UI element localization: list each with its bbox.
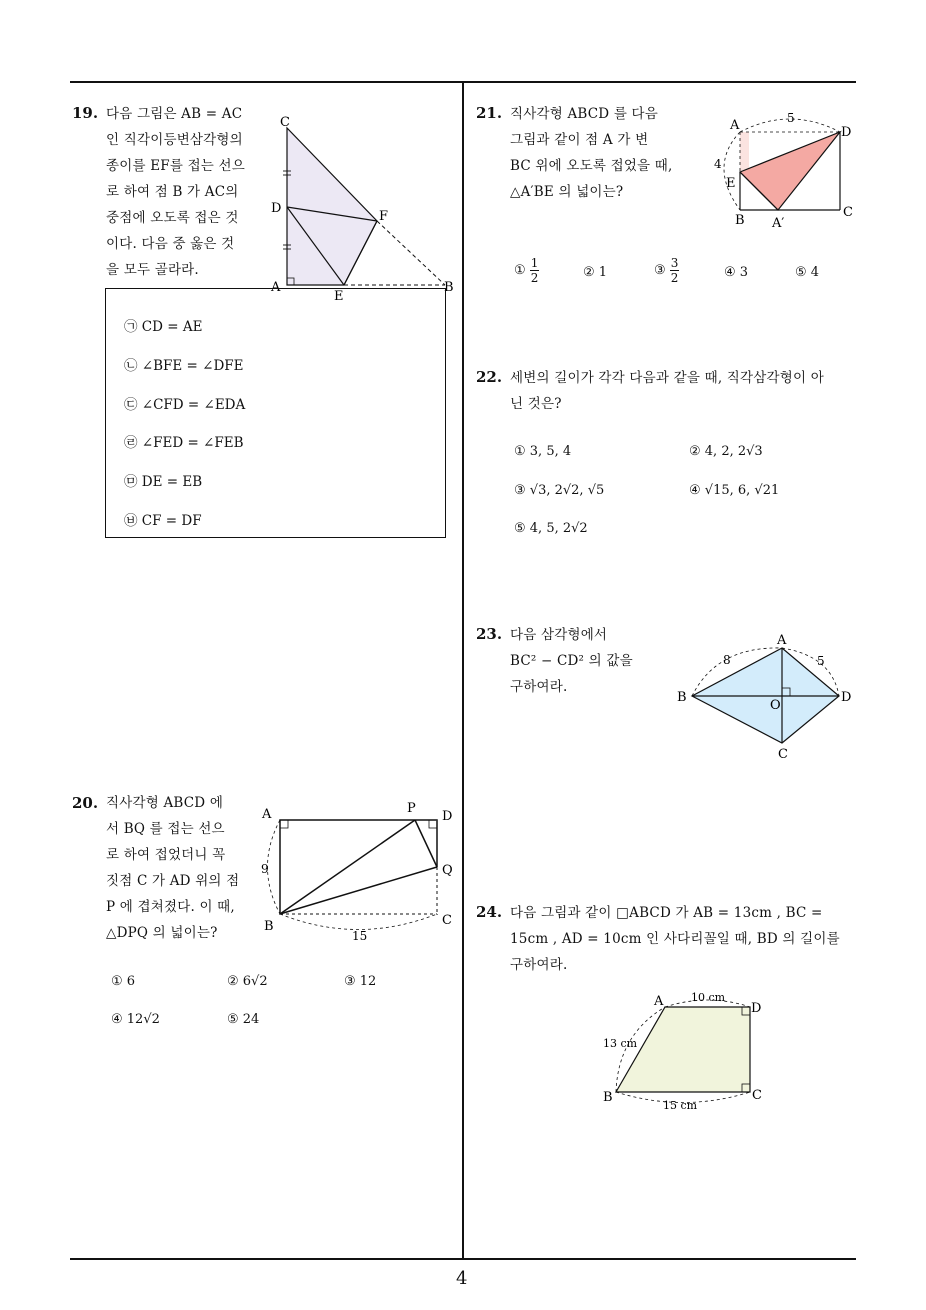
q19-line: 로 하여 점 B 가 AC의 (106, 184, 239, 200)
q21-label-five: 5 (787, 111, 795, 125)
q21-line: BC 위에 오도록 접었을 때, (510, 158, 673, 174)
q21-text (510, 101, 700, 205)
q22-line: 닌 것은? (510, 396, 562, 412)
q19-line: 을 모두 골라라. (106, 262, 199, 278)
q19-figure (262, 108, 462, 303)
q19-number: 19. (72, 104, 99, 122)
q19-choice: ㉥ CF = DF (124, 513, 202, 529)
q21-label-c: C (843, 205, 853, 220)
q19-label-d: D (271, 201, 282, 216)
q20-label-q: Q (442, 863, 453, 878)
q22-option[interactable]: ① 3, 5, 4 (514, 444, 572, 459)
q20-option[interactable]: ① 6 (111, 974, 136, 989)
q21-label-a: A (730, 118, 740, 133)
q20-line: 서 BQ 를 접는 선으 (106, 821, 225, 837)
q24-label-c: C (752, 1088, 762, 1103)
q21-line: 그림과 같이 점 A 가 변 (510, 132, 649, 148)
q24-line: 다음 그림과 같이 □ABCD 가 AB = 13cm , BC = (510, 905, 823, 921)
q19-label-a: A (271, 280, 281, 295)
q24-label-bc-length: 15 cm (663, 1099, 698, 1112)
q20-line: 로 하여 접었더니 꼭 (106, 847, 226, 863)
q21-option-label: ① (514, 263, 526, 278)
q23-label-five: 5 (817, 654, 825, 668)
q24-label-a: A (654, 994, 664, 1009)
column-divider (462, 81, 464, 1259)
q22-option[interactable]: ③ √3, 2√2, √5 (514, 483, 605, 498)
q20-right-angle-mark (280, 820, 288, 828)
q19-line: 이다. 다음 중 옳은 것 (106, 236, 235, 252)
q20-arc-fifteen (280, 914, 437, 930)
q23-label-d: D (841, 690, 852, 705)
q20-line: 직사각형 ABCD 에 (106, 795, 224, 811)
q22-number: 22. (476, 368, 503, 386)
q20-option[interactable]: ③ 12 (344, 974, 377, 989)
q23-label-b: B (677, 690, 687, 705)
q24-number: 24. (476, 903, 503, 921)
q19-label-b: B (444, 280, 454, 295)
q24-label-b: B (603, 1090, 613, 1105)
q21-option[interactable] (514, 256, 539, 285)
q19-line: 중점에 오도록 접은 것 (106, 210, 239, 226)
q23-line: 다음 삼각형에서 (510, 627, 608, 643)
q22-line: 세변의 길이가 각각 다음과 같을 때, 직각삼각형이 아 (510, 370, 824, 386)
q19-line: 인 직각이등변삼각형의 (106, 132, 243, 148)
q20-label-d: D (442, 809, 453, 824)
q20-right-angle-mark (429, 820, 437, 828)
q19-choice: ㉤ DE = EB (124, 474, 203, 490)
q20-option[interactable]: ② 6√2 (227, 974, 268, 989)
q24-label-d: D (751, 1001, 762, 1016)
q21-line: 직사각형 ABCD 를 다음 (510, 106, 659, 122)
q21-number: 21. (476, 104, 503, 122)
q19-line: 종이를 EF를 접는 선으 (106, 158, 246, 174)
q20-segment-bp (280, 820, 415, 914)
q23-label-a: A (777, 633, 787, 648)
q21-line: △A′BE 의 넓이는? (510, 184, 624, 200)
q21-option[interactable]: ② 1 (583, 265, 608, 280)
q20-segment-bq (280, 867, 437, 914)
q23-figure (672, 628, 857, 763)
q20-option[interactable]: ④ 12√2 (111, 1012, 160, 1027)
q21-label-b: B (735, 213, 745, 228)
q22-option[interactable]: ② 4, 2, 2√3 (689, 444, 763, 459)
q19-dashed-fb (377, 221, 445, 285)
q21-arc-four (724, 132, 740, 210)
q20-text (106, 790, 251, 946)
q19-choice: ㉣ ∠FED = ∠FEB (124, 435, 244, 451)
q19-label-e: E (334, 289, 344, 303)
q22-option[interactable]: ⑤ 4, 5, 2√2 (514, 521, 588, 536)
page-number: 4 (456, 1268, 468, 1289)
q21-label-four: 4 (714, 157, 722, 171)
q23-label-o: O (770, 698, 781, 713)
q21-fraction (670, 256, 680, 285)
q20-label-nine: 9 (261, 862, 269, 876)
q24-figure (598, 985, 773, 1115)
q22-text (510, 365, 860, 417)
q21-frac-denominator: 2 (530, 271, 539, 285)
q20-label-p: P (407, 801, 416, 816)
q19-label-f: F (379, 209, 389, 224)
q21-figure (708, 106, 858, 231)
q21-label-d: D (841, 125, 852, 140)
q20-line: 짓점 C 가 AD 위의 점 (106, 873, 240, 889)
q19-choice: ㉢ ∠CFD = ∠EDA (124, 397, 246, 413)
q21-option[interactable] (654, 256, 679, 285)
q20-label-fifteen: 15 (352, 929, 368, 943)
q19-choice: ㉡ ∠BFE = ∠DFE (124, 358, 244, 374)
q20-segment-pq (415, 820, 437, 867)
q23-number: 23. (476, 625, 503, 643)
q24-text (510, 900, 860, 978)
q21-frac-numerator: 3 (670, 256, 679, 270)
q19-label-c: C (280, 115, 290, 130)
q20-line: P 에 겹쳐졌다. 이 때, (106, 899, 235, 915)
q24-label-ad-length: 10 cm (691, 991, 726, 1004)
q22-option[interactable]: ④ √15, 6, √21 (689, 483, 780, 498)
q20-figure (255, 795, 460, 950)
q21-fold-flap (740, 132, 749, 172)
q20-rectangle (280, 820, 437, 914)
q20-label-c: C (442, 913, 452, 928)
q24-label-ab-length: 13 cm (603, 1037, 638, 1050)
q21-frac-denominator: 2 (670, 271, 679, 285)
q21-frac-numerator: 1 (530, 256, 539, 270)
q20-number: 20. (72, 794, 99, 812)
q21-option[interactable]: ⑤ 4 (795, 265, 820, 280)
bottom-rule (70, 1258, 856, 1260)
q20-option[interactable]: ⑤ 24 (227, 1012, 260, 1027)
q23-line: BC² − CD² 의 값을 (510, 653, 633, 669)
q21-option[interactable]: ④ 3 (724, 265, 749, 280)
q23-text (510, 622, 670, 700)
q19-text (106, 101, 258, 283)
q24-line: 구하여라. (510, 957, 568, 973)
q19-line: 다음 그림은 AB = AC (106, 106, 243, 122)
q20-arc-nine (268, 820, 281, 914)
q23-label-c: C (778, 747, 788, 762)
q21-label-a-prime: A′ (772, 216, 785, 231)
q19-choice: ㉠ CD = AE (124, 319, 203, 335)
q20-label-b: B (264, 919, 274, 934)
q23-label-eight: 8 (723, 653, 731, 667)
q23-line: 구하여라. (510, 679, 568, 695)
q21-label-e: E (726, 176, 736, 191)
q20-label-a: A (262, 807, 272, 822)
q21-folded-triangle (740, 132, 840, 210)
q21-option-label: ③ (654, 263, 666, 278)
q19-folded-region (287, 128, 377, 285)
q21-fraction (530, 256, 540, 285)
q20-line: △DPQ 의 넓이는? (106, 925, 218, 941)
q24-line: 15cm , AD = 10cm 인 사다리꼴일 때, BD 의 길이를 (510, 931, 840, 947)
